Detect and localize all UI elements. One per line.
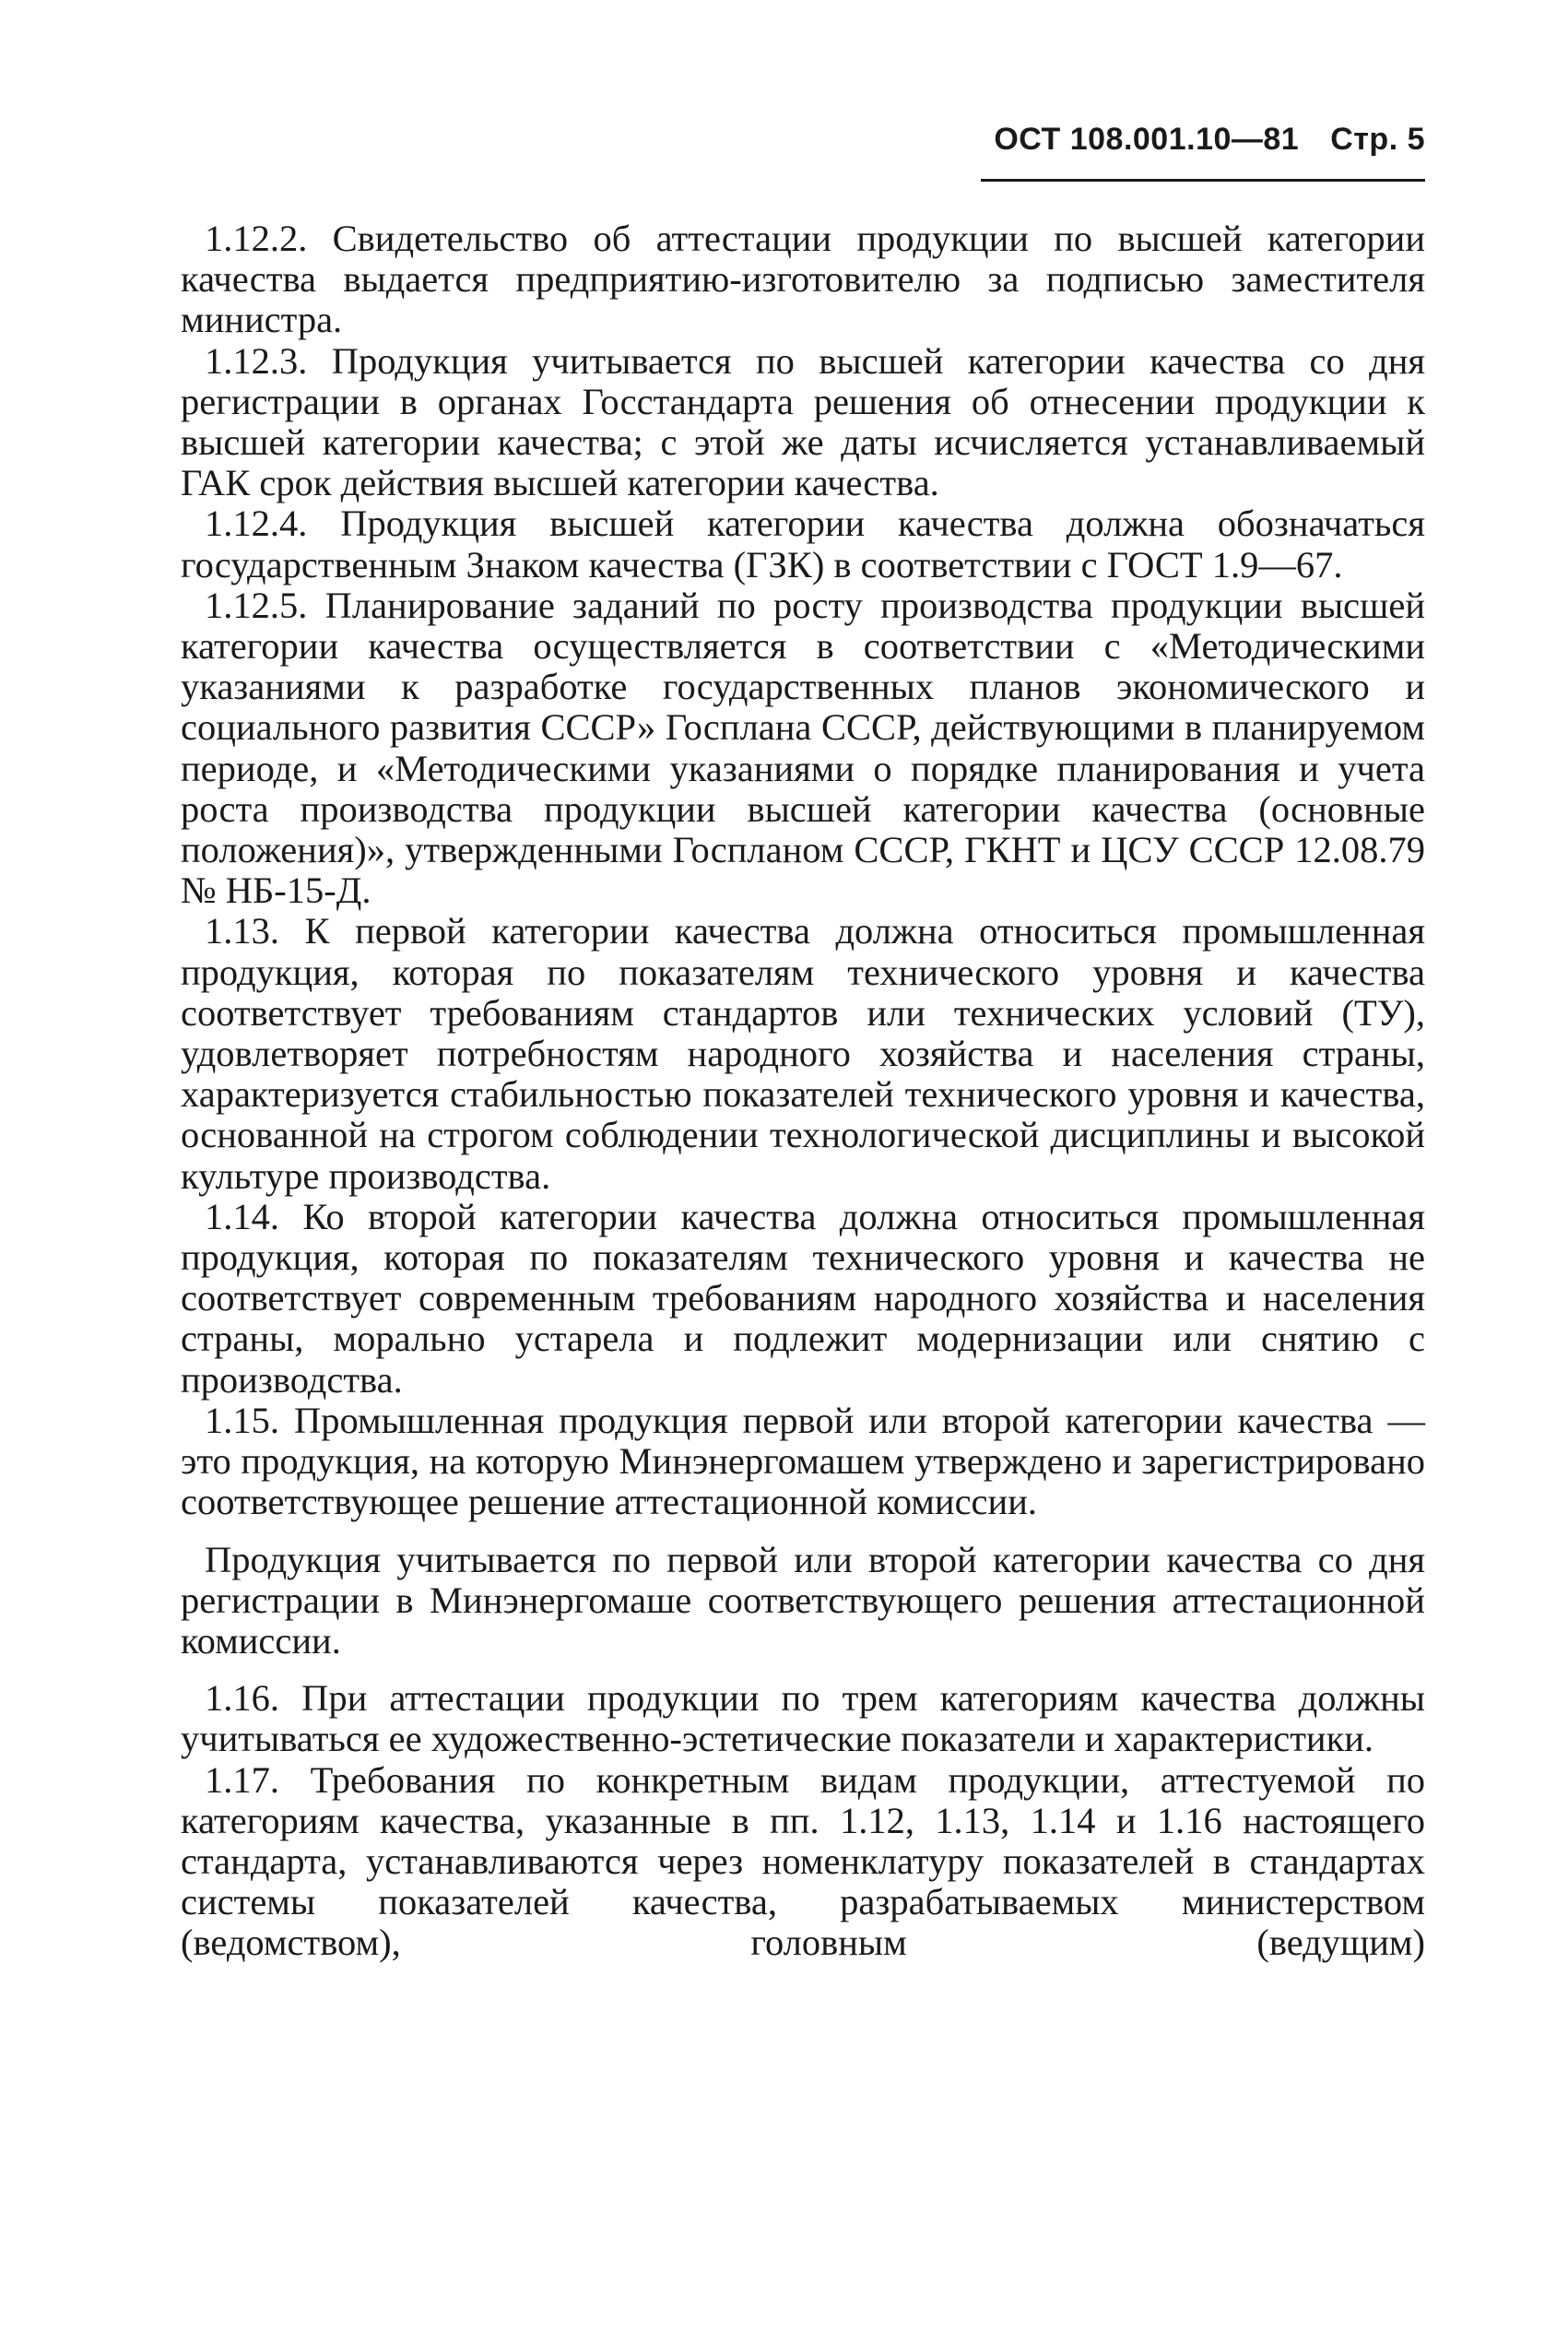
paragraph-1-13: 1.13. К первой категории качества должна относиться промышленная продукция, которая по показателям технического уровня и качества соответствует требованиям стандартов или технических условий (ТУ), удовлетворяет потребностям народного хозяйства и населения страны, характеризуется стабильностью показателей технического уровня и качества, основанной на строгом соблюдении технологической дисциплины и высокой культуре производства.	[181, 910, 1425, 1197]
paragraph-1-14: 1.14. Ко второй категории качества должна относиться промышленная продукция, которая по показателям технического уровня и качества не соответствует современным требованиям народного хозяйства и населения страны, морально устарела и подлежит модернизации или снятию с производства.	[181, 1195, 1425, 1401]
document-body	[181, 219, 1425, 1964]
page-number: Стр. 5	[1330, 122, 1425, 157]
paragraph-1-17: 1.17. Требования по конкретным видам продукции, аттестуемой по категориям качества, указанные в пп. 1.12, 1.13, 1.14 и 1.16 настоящего стандарта, устанавливаются через номенклатуру показателей в стандартах системы показателей качества, разрабатываемых министерством (ведомством), головным (ведущим)	[181, 1758, 1425, 1964]
document-page	[181, 120, 1425, 1964]
standard-number: ОСТ 108.001.10—81	[994, 122, 1300, 157]
paragraph-1-15: 1.15. Промышленная продукция первой или второй категории качества — это продукция, на которую Минэнергомашем утверждено и зарегистрировано соответствующее решение аттестационной комиссии.	[181, 1399, 1425, 1523]
paragraph-1-16: 1.16. При аттестации продукции по трем категориям качества должны учитываться ее художественно-эстетические показатели и характеристики.	[181, 1677, 1425, 1760]
page-header	[981, 120, 1425, 182]
paragraph-1-12-3: 1.12.3. Продукция учитывается по высшей категории качества со дня регистрации в органах Госстандарта решения об отнесении продукции к высшей категории качества; с этой же даты исчисляется устанавливаемый ГАК срок действия высшей категории качества.	[181, 339, 1425, 504]
paragraph-1-12-5: 1.12.5. Планирование заданий по росту производства продукции высшей категории качества осуществляется в соответствии с «Методическими указаниями к разработке государственных планов экономического и социального развития СССР» Госплана СССР, действующими в планируемом периоде, и «Методическими указаниями о порядке планирования и учета роста производства продукции высшей категории качества (основные положения)», утвержденными Госпланом СССР, ГКНТ и ЦСУ СССР 12.08.79 № НБ-15-Д.	[181, 584, 1425, 912]
paragraph-1-12-2: 1.12.2. Свидетельство об аттестации продукции по высшей категории качества выдается предприятию-изготовителю за подписью заместителя министра.	[181, 218, 1425, 341]
paragraph-1-12-4: 1.12.4. Продукция высшей категории качества должна обозначаться государственным Знаком качества (ГЗК) в соответствии с ГОСТ 1.9—67.	[181, 503, 1425, 585]
paragraph-1-15-continued: Продукция учитывается по первой или второй категории качества со дня регистрации в Минэнергомаше соответствующего решения аттестационной комиссии.	[181, 1538, 1425, 1662]
header-code	[994, 122, 1425, 158]
